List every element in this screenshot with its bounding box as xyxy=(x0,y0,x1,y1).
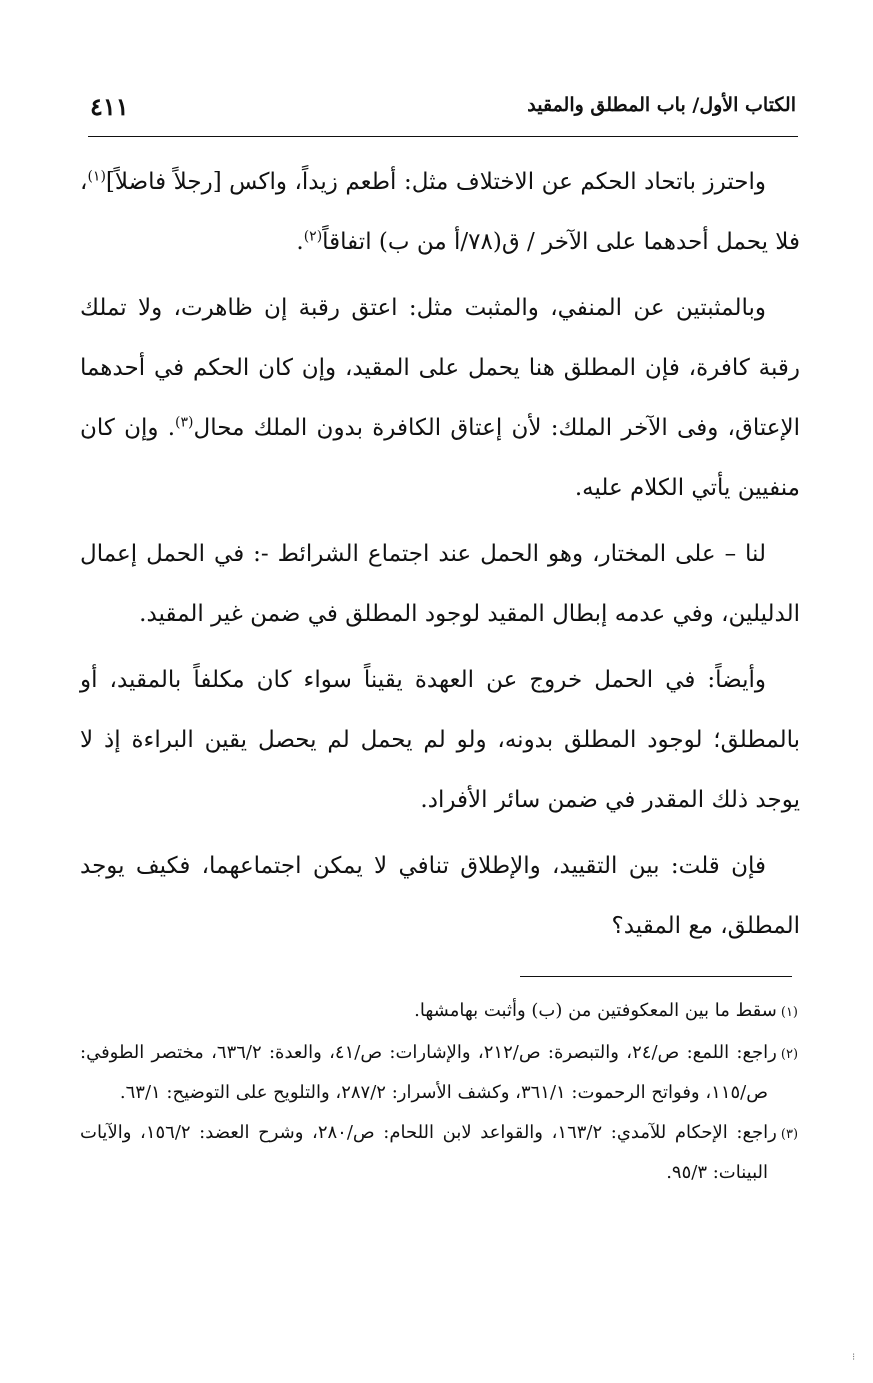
footnote-text: راجع: اللمع: ص/٢٤، والتبصرة: ص/٢١٢، والإشارات: ص/٤١، والعدة: ٦٣٦/٢، مختصر الطوفي: ص/١١٥، وفواتح الرحموت: ٣٦١/١، وكشف الأسرار: ٢٨٧/٢، والتلويح على التوضيح: ٦٣/١. xyxy=(80,1042,777,1103)
paragraph-2: وبالمثبتين عن المنفي، والمثبت مثل: اعتق رقبة إن ظاهرت، ولا تملك رقبة كافرة، فإن المطلق هنا يحمل على المقيد، وإن كان الحكم في أحدهما الإعتاق، وفى الآخر الملك: لأن إعتاق الكافرة بدون الملك محال$^{(٣)}$. وإن كان منفيين يأتي الكلام عليه. xyxy=(80,295,801,501)
footnote-1 xyxy=(80,992,798,1032)
header-rule xyxy=(88,136,798,137)
footnote-number: (٢) xyxy=(780,1047,799,1062)
paragraph-4: وأيضاً: في الحمل خروج عن العهدة يقيناً سواء كان مكلفاً بالمقيد، أو بالمطلق؛ لوجود المطلق بدونه، ولو لم يحمل لم يحصل يقين البراءة إذ لا يوجد ذلك المقدر في ضمن سائر الأفراد. xyxy=(80,667,800,813)
footnotes xyxy=(80,992,798,1194)
footnote-ref-1: (١) xyxy=(87,168,106,185)
footnote-text: سقط ما بين المعكوفتين من (ب) وأثبت بهامشها. xyxy=(414,1000,777,1021)
main-text xyxy=(80,152,800,962)
running-title: الكتاب الأول/ باب المطلق والمقيد xyxy=(527,94,796,116)
scan-mark: ⁝ xyxy=(852,1352,856,1363)
paragraph-1: واحترز باتحاد الحكم عن الاختلاف مثل: أطعم زيداً، واكس [رجلاً فاضلاً]$^{(١)}$، فلا يحمل أحدهما على الآخر / ق(٧٨/أ من ب) اتفاقاً$^{(٢)}$. xyxy=(80,168,800,255)
page-number: ٤١١ xyxy=(90,92,129,121)
paragraph-3: لنا – على المختار، وهو الحمل عند اجتماع الشرائط -: في الحمل إعمال الدليلين، وفي عدمه إبطال المقيد لوجود المطلق في ضمن غير المقيد. xyxy=(80,541,800,627)
paragraph-5: فإن قلت: بين التقييد، والإطلاق تنافي لا يمكن اجتماعهما، فكيف يوجد المطلق، مع المقيد؟ xyxy=(80,853,800,939)
footnote-ref-2: (٢) xyxy=(303,228,323,245)
footnote-ref-3: (٣) xyxy=(175,414,194,431)
footnote-2 xyxy=(80,1034,798,1112)
footnote-3 xyxy=(80,1114,798,1192)
footnote-separator xyxy=(520,976,792,977)
footnote-text: راجع: الإحكام للآمدي: ١٦٣/٢، والقواعد لابن اللحام: ص/٢٨٠، وشرح العضد: ١٥٦/٢، والآيات البينات: ٩٥/٣. xyxy=(80,1122,777,1183)
footnote-number: (١) xyxy=(780,1005,798,1020)
footnote-number: (٣) xyxy=(780,1127,799,1142)
running-header xyxy=(88,88,796,132)
